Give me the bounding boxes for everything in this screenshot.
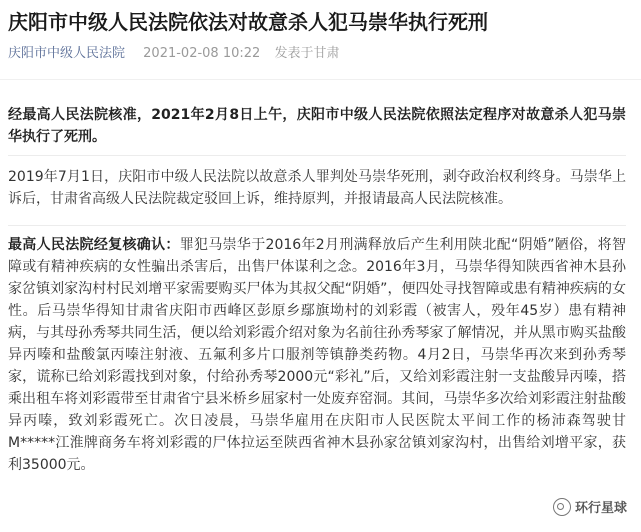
paragraph-verdict: 经最高人民法院核准，2021年2月8日上午，庆阳市中级人民法院依照法定程序对故意杀人犯马崇华执行了死刑。 [8,107,626,145]
article-title: 庆阳市中级人民法院依法对故意杀人犯马崇华执行死刑 [8,10,488,34]
watermark-label: 环行星球 [574,501,627,516]
review-text: 罪犯马崇华于2016年2月刑满释放后产生利用陕北配“阴婚”陋俗，将智障或有精神疾病的女性骗出杀害后，出售尸体谋利之念。2016年3月，马崇华得知陕西省神木县孙家岔镇刘家沟村村民刘增平家需要购买尸体为其叔父配“阴婚”，便四处寻找智障或患有精神疾病的女性。后马崇华得知甘肃省庆阳市西峰区彭原乡鄢旗坳村的刘彩霞（被害人，殁年45岁）患有精神病，与其母孙秀琴共同生活，便以给刘彩霞介绍对象为名前往孙秀琴家了解情况，并从黑市购买盐酸异丙嗪和盐酸氯丙嗪注射液、五氟利多片口服剂等镇静类药物。4月2日，马崇华再次来到孙秀琴家，谎称已给刘彩霞找到对象，付给孙秀琴2000元“彩礼”后，又给刘彩霞注射一支盐酸异丙嗪，搭乘出租车将刘彩霞带至甘肃省宁县米桥乡屈家村一处废弃窑洞。其间，马崇华多次给刘彩霞注射盐酸异丙嗪，致刘彩霞死亡。次日凌晨，马崇华雇用在庆阳市人民医院太平间工作的杨沛森驾驶甘M*****江淮牌商务车将刘彩霞的尸体拉运至陕西省神木县孙家岔镇刘家沟村，出售给刘增平家，获利35000元。 [8,237,626,473]
paragraph-divider [8,225,626,226]
article-meta [8,44,339,64]
paragraph-divider [8,155,626,156]
paragraph-review [8,234,626,476]
account-watermark [549,495,631,518]
wechat-icon [553,498,571,516]
review-lead: 最高人民法院经复核确认： [8,237,180,253]
header-divider [0,79,641,80]
publish-location: 发表于甘肃 [274,46,340,61]
publish-datetime: 2021-02-08 10:22 [143,46,261,61]
source-link[interactable]: 庆阳市中级人民法院 [8,46,126,61]
paragraph-trial: 2019年7月1日，庆阳市中级人民法院以故意杀人罪判处马崇华死刑，剥夺政治权利终身。马崇华上诉后，甘肃省高级人民法院裁定驳回上诉，维持原判，并报请最高人民法院核准。 [8,169,626,207]
